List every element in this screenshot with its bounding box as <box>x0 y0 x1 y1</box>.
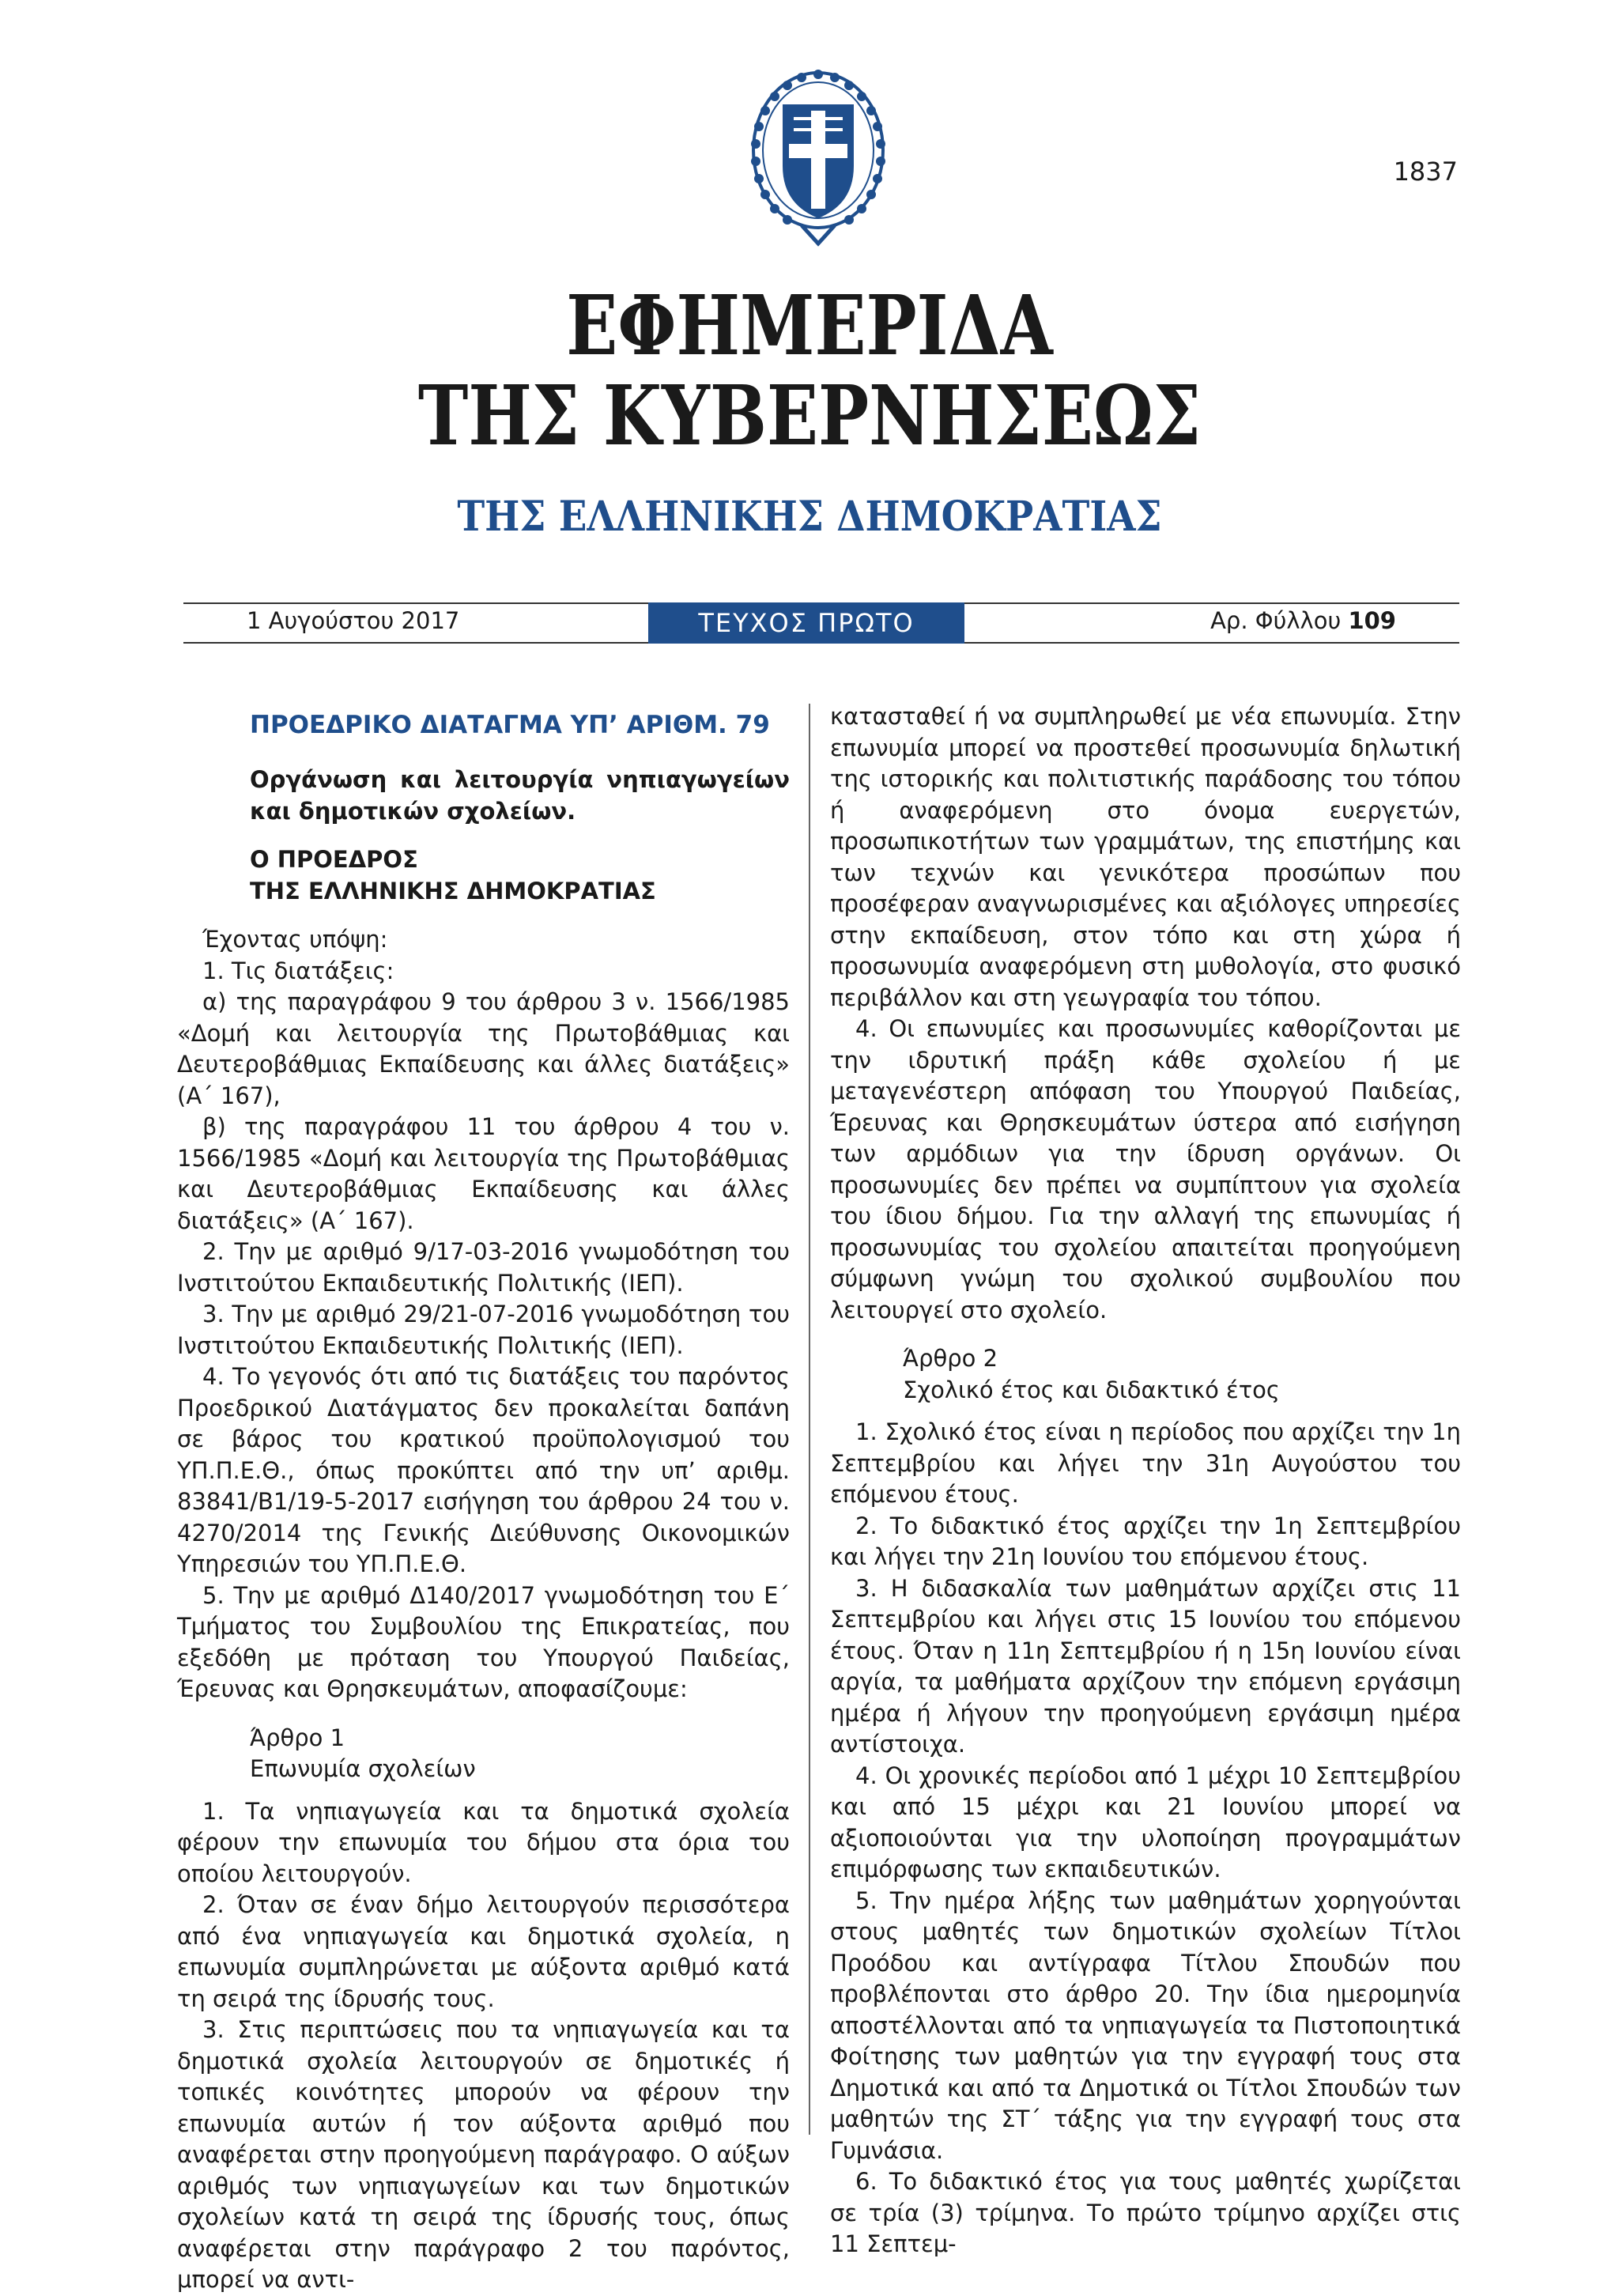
president-line2: ΤΗΣ ΕΛΛΗΝΙΚΗΣ ΔΗΜΟΚΡΑΤΙΑΣ <box>250 877 656 904</box>
paragraph: 1. Σχολικό έτος είναι η περίοδος που αρχίζει την 1η Σεπτεμβρίου και λήγει την 31η Αυγούστου του επόμενου έτους. <box>830 1418 1461 1508</box>
paragraph: Έχοντας υπόψη: <box>202 926 388 953</box>
decree-subject: Οργάνωση και λειτουργία νηπιαγωγείων και δημοτικών σχολείων. <box>250 766 790 825</box>
paragraph: κατασταθεί ή να συμπληρωθεί με νέα επωνυμία. Στην επωνυμία μπορεί να προστεθεί προσωνυμία δηλωτική της ιστορικής και πολιτιστικής παράδοσης του τόπου ή αναφερόμενη στο όνομα ευεργετών, προσωπικοτήτων των γραμμάτων, της επιστήμης και των τεχνών και γενικότερα προσώπων που προσέφεραν αναγνωρισμένες και αξιόλογες υπηρεσίες στην εκπαίδευση, στον τόπο και στη χώρα ή προσωνυμία αναφερόμενη στη μυθολογία, στο φυσικό περιβάλλον και στη γεωγραφία του τόπου. <box>830 703 1461 1011</box>
paragraph: 1. Τα νηπιαγωγεία και τα δημοτικά σχολεία φέρουν την επωνυμία του δήμου στα όρια του οποίου λειτουργούν. <box>177 1797 790 1887</box>
issue-volume-badge: ΤΕΥΧΟΣ ΠΡΩΤΟ <box>648 602 964 644</box>
paragraph: 4. Το γεγονός ότι από τις διατάξεις του παρόντος Προεδρικού Διατάγματος δεν προκαλείται δαπάνη σε βάρος του κρατικού προϋπολογισμού του ΥΠ.Π.Ε.Θ., όπως προκύπτει από την υπ’ αριθμ. 83841/Β1/19-5-2017 εισήγηση του άρθρου 24 του ν. 4270/2014 της Γενικής Διεύθυνσης Οικονομικών Υπηρεσιών του ΥΠ.Π.Ε.Θ. <box>177 1363 790 1577</box>
paragraph: 2. Όταν σε έναν δήμο λειτουργούν περισσότερα από ένα νηπιαγωγεία και δημοτικά σχολεία, η επωνυμία συμπληρώνεται με αύξοντα αριθμό κατά τη σειρά της ίδρυσής τους. <box>177 1891 790 2012</box>
article-2-heading: Άρθρο 2 <box>903 1345 998 1372</box>
coat-of-arms-emblem <box>746 63 890 253</box>
president-heading <box>250 844 790 907</box>
page-number: 1837 <box>1393 157 1458 187</box>
right-column <box>830 701 1461 2260</box>
paragraph: 5. Την ημέρα λήξης των μαθημάτων χορηγούνται στους μαθητές των δημοτικών σχολείων Τίτλοι Προόδου και αντίγραφα Τίτλου Σπουδών που προβλέπονται στο άρθρο 20. Την ίδια ημερομηνία αποστέλλονται από τα νηπιαγωγεία τα Πιστοποιητικά Φοίτησης των μαθητών για την εγγραφή τους στα Δημοτικά και από τα Δημοτικά οι Τίτλοι Σπουδών των μαθητών της ΣΤ΄ τάξης για την εγγραφή τους στα Γυμνάσια. <box>830 1886 1461 2164</box>
paragraph: β) της παραγράφου 11 του άρθρου 4 του ν. 1566/1985 «Δομή και λειτουργία της Πρωτοβάθμιας και Δευτεροβάθμιας Εκπαίδευσης και άλλες διατάξεις» (Α΄ 167). <box>177 1113 790 1234</box>
issue-sheet-number <box>1210 607 1396 634</box>
sheet-label: Αρ. Φύλλου <box>1210 607 1349 634</box>
masthead-subtitle: ΤΗΣ ΕΛΛΗΝΙΚΗΣ ΔΗΜΟΚΡΑΤΙΑΣ <box>457 493 1162 541</box>
masthead-title-line1: ΕΦΗΜΕΡΙΔΑ <box>566 277 1053 374</box>
paragraph: 3. Η διδασκαλία των μαθημάτων αρχίζει στις 11 Σεπτεμβρίου και λήγει στις 15 Ιουνίου του επόμενου έτους. Όταν η 11η Σεπτεμβρίου ή η 15η Ιουνίου είναι αργία, τα μαθήματα αρχίζουν την επόμενη εργάσιμη ημέρα ή λήγουν την προηγούμενη εργάσιμη ημέρα αντίστοιχα. <box>830 1574 1461 1758</box>
issue-bar <box>183 602 1459 644</box>
paragraph: 1. Τις διατάξεις: <box>202 957 394 984</box>
paragraph: 6. Το διδακτικό έτος για τους μαθητές χωρίζεται σε τρία (3) τρίμηνα. Το πρώτο τρίμηνο αρχίζει στις 11 Σεπτεμ- <box>830 2168 1461 2257</box>
paragraph: 4. Οι επωνυμίες και προσωνυμίες καθορίζονται με την ιδρυτική πράξη κάθε σχολείου ή με μεταγενέστερη απόφαση του Υπουργού Παιδείας, Έρευνας και Θρησκευμάτων ύστερα από εισήγηση των αρμόδιων για την ίδρυση οργάνων. Οι προσωνυμίες δεν πρέπει να συμπίπτουν για σχολεία του ίδιου δήμου. Για την αλλαγή της επωνυμίας ή προσωνυμίας του σχολείου απαιτείται προηγούμενη σύμφωνη γνώμη του σχολικού συμβουλίου που λειτουργεί στο σχολείο. <box>830 1015 1461 1324</box>
paragraph: 4. Οι χρονικές περίοδοι από 1 μέχρι 10 Σεπτεμβρίου και από 15 μέχρι και 21 Ιουνίου μπορεί να αξιοποιούνται για την υλοποίηση προγραμμάτων επιμόρφωσης των εκπαιδευτικών. <box>830 1762 1461 1882</box>
issue-date: 1 Αυγούστου 2017 <box>247 607 460 634</box>
column-divider <box>809 704 810 2135</box>
masthead-title-line2: ΤΗΣ ΚΥΒΕΡΝΗΣΕΩΣ <box>417 367 1202 464</box>
decree-title: ΠΡΟΕΔΡΙΚΟ ΔΙΑΤΑΓΜΑ ΥΠ’ ΑΡΙΘΜ. 79 <box>250 711 770 739</box>
sheet-number: 109 <box>1348 607 1396 634</box>
paragraph: 2. Το διδακτικό έτος αρχίζει την 1η Σεπτεμβρίου και λήγει την 21η Ιουνίου του επόμενου έτους. <box>830 1512 1461 1570</box>
article-2-title: Σχολικό έτος και διδακτικό έτος <box>903 1376 1280 1403</box>
paragraph: α) της παραγράφου 9 του άρθρου 3 ν. 1566/1985 «Δομή και λειτουργία της Πρωτοβάθμιας και Δευτεροβάθμιας Εκπαίδευσης και άλλες διατάξεις» (Α΄ 167), <box>177 988 790 1109</box>
paragraph: 3. Στις περιπτώσεις που τα νηπιαγωγεία και τα δημοτικά σχολεία λειτουργούν σε δημοτικές ή τοπικές κοινότητες μπορούν να φέρουν την επωνυμία αυτών ή τον αύξοντα αριθμό που αναφέρεται στην προηγούμενη παράγραφο. Ο αύξων αριθμός των νηπιαγωγείων και των δημοτικών σχολείων κατά τη σειρά της ίδρυσής τους, όπως αναφέρεται στην παράγραφο 2 του παρόντος, μπορεί να αντι- <box>177 2016 790 2293</box>
paragraph: 2. Την με αριθμό 9/17-03-2016 γνωμοδότηση του Ινστιτούτου Εκπαιδευτικής Πολιτικής (ΙΕΠ). <box>177 1238 790 1297</box>
paragraph: 3. Την με αριθμό 29/21-07-2016 γνωμοδότηση του Ινστιτούτου Εκπαιδευτικής Πολιτικής (ΙΕΠ). <box>177 1301 790 1359</box>
president-line1: Ο ΠΡΟΕΔΡΟΣ <box>250 846 418 873</box>
article-1-heading: Άρθρο 1 <box>250 1724 345 1751</box>
paragraph: 5. Την με αριθμό Δ140/2017 γνωμοδότηση του Ε΄ Τμήματος του Συμβουλίου της Επικρατείας, που εξεδόθη με πρόταση του Υπουργού Παιδείας, Έρευνας και Θρησκευμάτων, αποφασίζουμε: <box>177 1581 790 1702</box>
left-column <box>177 701 790 2296</box>
article-1-title: Επωνυμία σχολείων <box>250 1755 476 1782</box>
